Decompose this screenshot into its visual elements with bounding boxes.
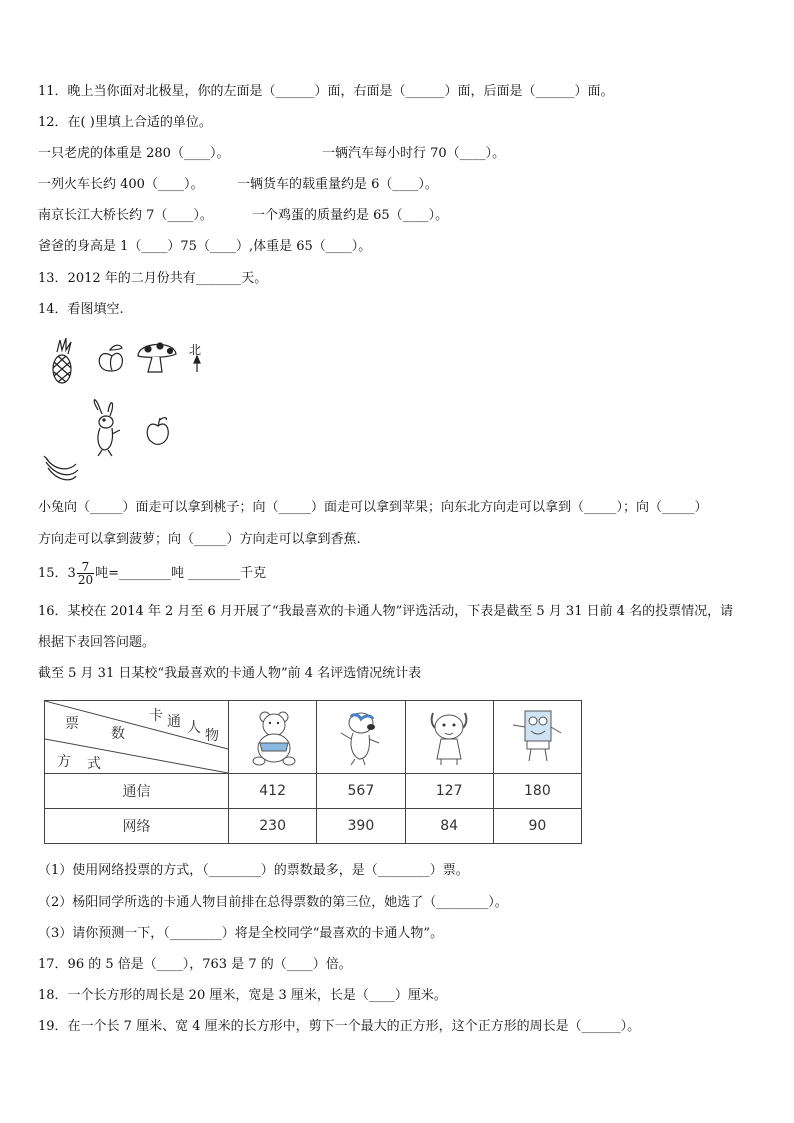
header-char: 数 [111,726,125,742]
diagonal-header-cell [45,701,229,774]
table-cell: 567 [317,774,405,809]
character-cell [405,701,493,774]
fraction [77,561,94,586]
apple-icon [147,418,168,445]
question-15 [38,560,266,588]
vote-table [44,700,582,844]
north-arrow-icon [194,356,200,372]
question-16-sub-1: （1）使用网络投票的方式，（________）的票数最多，是（________）票。 [38,863,469,878]
header-char: 方 [57,754,71,770]
question-17: 17．96 的 5 倍是（____），763 是 7 的（____）倍。 [38,957,352,972]
question-12-item: 一只老虎的体重是 280（____）。 [38,146,230,161]
goat-icon [419,703,479,767]
rabbit-icon [94,400,120,456]
question-16-intro: 16．某校在 2014 年 2 月至 6 月开展了“我最喜欢的卡通人物”评选活动，下表是截至 5 月 31 日前 4 名的投票情况，请 [38,604,734,619]
row-label: 网络 [45,809,229,844]
bear-icon [243,703,303,767]
pineapple-icon [53,338,71,383]
question-12-item: 一列火车长约 400（____）。 [38,177,204,192]
header-char: 式 [87,756,101,772]
table-cell: 230 [229,809,317,844]
table-cell: 127 [405,774,493,809]
row-label: 通信 [45,774,229,809]
diagonal-lines [45,701,228,773]
peach-icon [99,345,122,371]
question-14-answer-line-2: 方向走可以拿到菠萝；向（_____）方向走可以拿到香蕉. [38,532,361,547]
header-char: 人 [187,720,201,736]
question-13: 13．2012 年的二月份共有_______天。 [38,271,268,286]
question-11: 11．晚上当你面对北极星，你的左面是（______）面，右面是（______）面，后面是（______）面。 [38,84,614,99]
question-14-title: 14．看图填空. [38,302,124,317]
character-cell [229,701,317,774]
question-14-answer-line-1: 小兔向（_____）面走可以拿到桃子；向（_____）面走可以拿到苹果；向东北方向走可以拿到（_____）；向（_____） [38,500,708,515]
question-12-item: 爸爸的身高是 1（____）75（____）,体重是 65（____）。 [38,239,372,254]
mushroom-icon [138,343,176,372]
sponge-icon [507,703,567,767]
header-char: 物 [205,728,219,744]
table-row [45,809,582,844]
table-cell: 412 [229,774,317,809]
question-16-intro: 根据下表回答问题。 [38,635,156,650]
fraction-numerator: 7 [77,561,94,574]
question-12-title: 12．在( )里填上合适的单位。 [38,115,212,130]
header-char: 通 [167,714,181,730]
table-cell: 84 [405,809,493,844]
question-12-item: 南京长江大桥长约 7（____）。 [38,208,213,223]
table-title: 截至 5 月 31 日某校“我最喜欢的卡通人物”前 4 名评选情况统计表 [38,666,422,681]
header-char: 卡 [149,708,163,724]
header-char: 票 [65,716,79,732]
question-16-sub-2: （2）杨阳同学所选的卡通人物目前排在总得票数的第三位，她选了（________）。 [38,895,508,910]
table-row [45,774,582,809]
dog-icon [331,703,391,767]
table-header-row [45,701,582,774]
question-16-sub-3: （3）请你预测一下，（________）将是全校同学“最喜欢的卡通人物”。 [38,926,444,941]
question-15-rest: 吨=________吨 ________千克 [95,566,267,581]
question-18: 18．一个长方形的周长是 20 厘米，宽是 3 厘米，长是（____）厘米。 [38,988,447,1003]
table-cell: 90 [493,809,581,844]
question-15-number: 15．3 [38,566,76,581]
table-cell: 180 [493,774,581,809]
table-cell: 390 [317,809,405,844]
fraction-denominator: 20 [77,573,94,587]
question-12-item: 一辆货车的载重量约是 6（____）。 [237,177,438,192]
character-cell [317,701,405,774]
question-12-item: 一个鸡蛋的质量约是 65（____）。 [252,208,449,223]
map-picture [40,338,210,488]
question-12-item: 一辆汽车每小时行 70（____）。 [322,146,506,161]
north-label: 北 [189,343,202,357]
character-cell [493,701,581,774]
question-19: 19．在一个长 7 厘米、宽 4 厘米的长方形中，剪下一个最大的正方形，这个正方形的周长是（______）。 [38,1019,641,1034]
banana-icon [44,456,78,480]
